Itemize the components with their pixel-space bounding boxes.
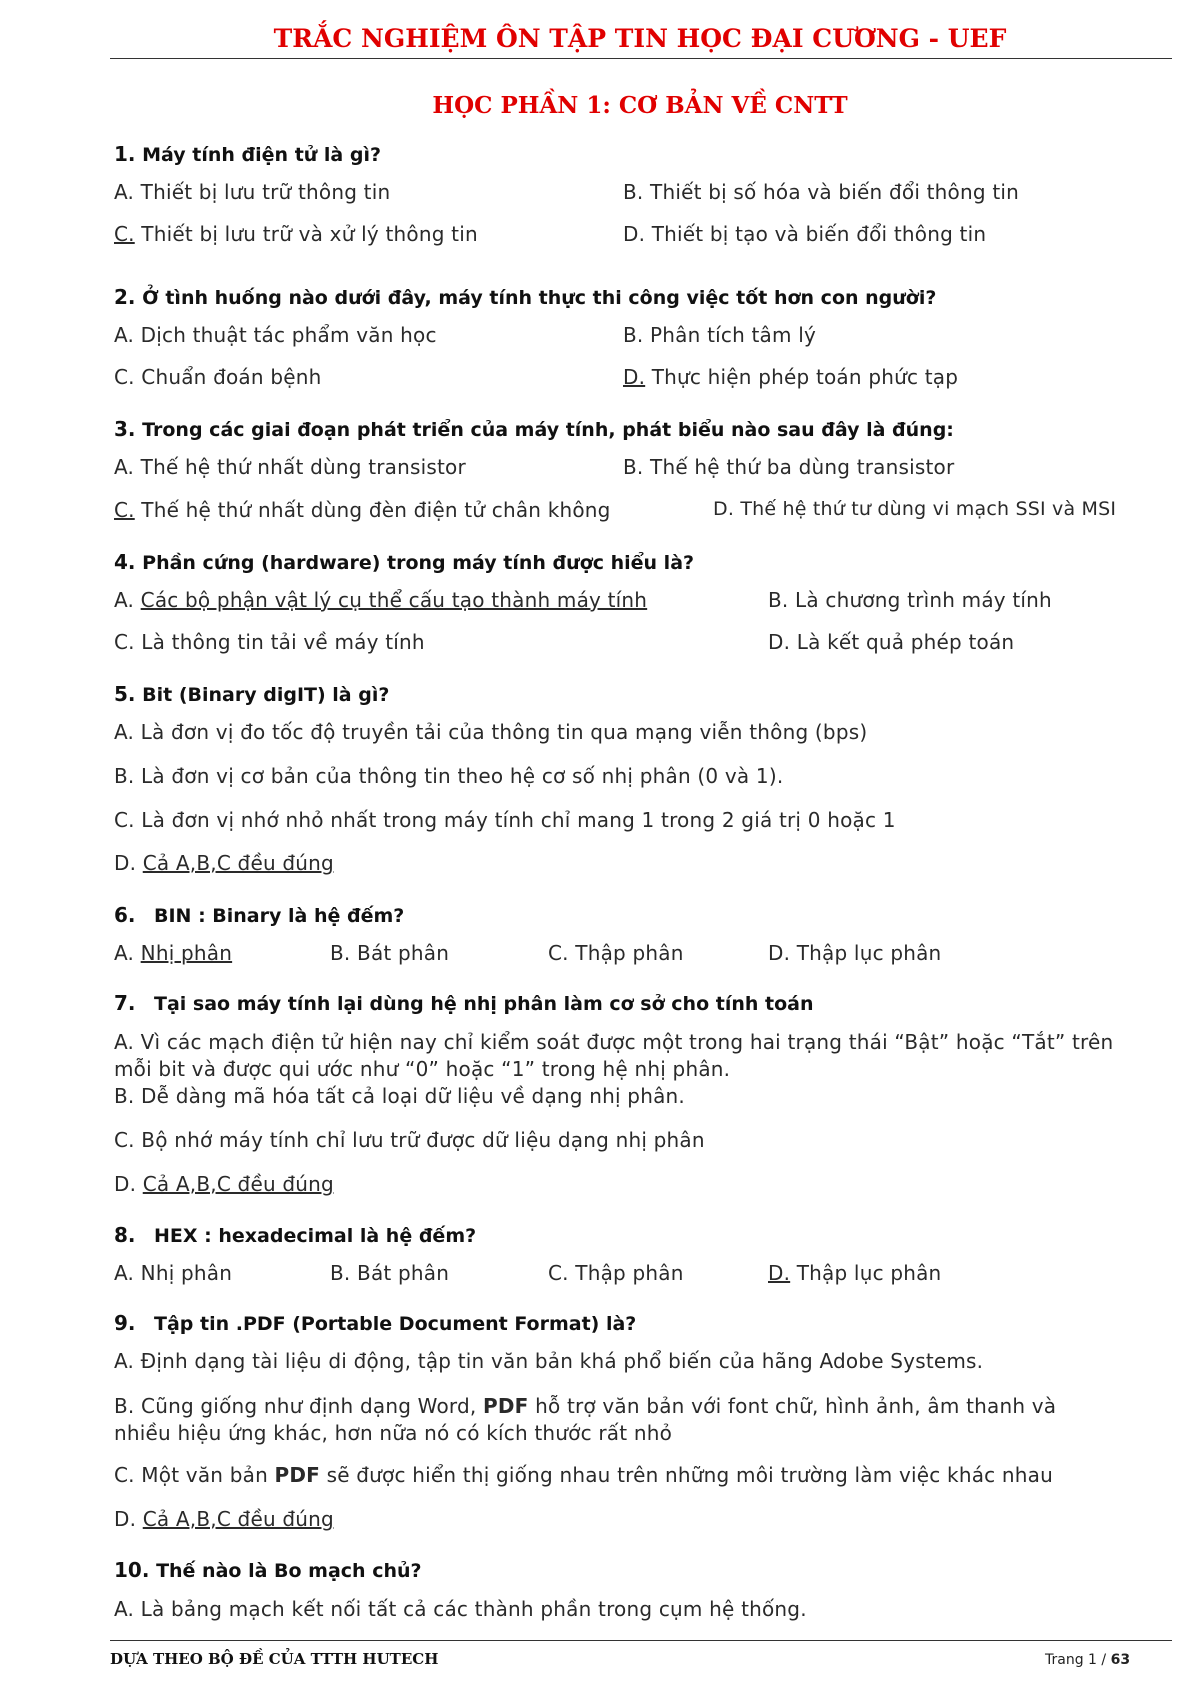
q1-option-a: A. Thiết bị lưu trữ thông tin (114, 180, 391, 204)
question-7: 7. Tại sao máy tính lại dùng hệ nhị phân làm cơ sở cho tính toán (114, 991, 814, 1015)
q2-option-d: D. Thực hiện phép toán phức tạp (623, 365, 959, 389)
q4-option-d: D. Là kết quả phép toán (768, 630, 1015, 654)
question-6: 6. BIN : Binary là hệ đếm? (114, 903, 405, 927)
q8-option-b: B. Bát phân (330, 1261, 450, 1285)
q4-option-c: C. Là thông tin tải về máy tính (114, 630, 425, 654)
q6-option-d: D. Thập lục phân (768, 941, 942, 965)
q5-option-a: A. Là đơn vị đo tốc độ truyền tải của thông tin qua mạng viễn thông (bps) (114, 720, 868, 744)
q3-option-d: D. Thế hệ thứ tư dùng vi mạch SSI và MSI (713, 498, 1117, 520)
q2-option-b: B. Phân tích tâm lý (623, 323, 817, 347)
q3-option-c: C. Thế hệ thứ nhất dùng đèn điện tử chân không (114, 498, 611, 522)
q8-option-d: D. Thập lục phân (768, 1261, 942, 1285)
q7-option-b: B. Dễ dàng mã hóa tất cả loại dữ liệu về dạng nhị phân. (114, 1084, 685, 1108)
question-4: 4. Phần cứng (hardware) trong máy tính được hiểu là? (114, 550, 695, 574)
q6-option-c: C. Thập phân (548, 941, 684, 965)
footer-divider (110, 1640, 1172, 1641)
q8-option-c: C. Thập phân (548, 1261, 684, 1285)
q7-option-d: D. Cả A,B,C đều đúng (114, 1172, 334, 1196)
section-title: HỌC PHẦN 1: CƠ BẢN VỀ CNTT (432, 92, 848, 119)
q5-option-d: D. Cả A,B,C đều đúng (114, 851, 334, 875)
q1-option-b: B. Thiết bị số hóa và biến đổi thông tin (623, 180, 1019, 204)
q9-option-a: A. Định dạng tài liệu di động, tập tin văn bản khá phổ biến của hãng Adobe Systems. (114, 1349, 984, 1373)
document-title: TRẮC NGHIỆM ÔN TẬP TIN HỌC ĐẠI CƯƠNG - UEF (273, 24, 1007, 53)
q5-option-b: B. Là đơn vị cơ bản của thông tin theo hệ cơ số nhị phân (0 và 1). (114, 764, 784, 788)
q7-option-c: C. Bộ nhớ máy tính chỉ lưu trữ được dữ liệu dạng nhị phân (114, 1128, 705, 1152)
question-8: 8. HEX : hexadecimal là hệ đếm? (114, 1223, 477, 1247)
q9-option-d: D. Cả A,B,C đều đúng (114, 1507, 334, 1531)
q5-option-c: C. Là đơn vị nhớ nhỏ nhất trong máy tính chỉ mang 1 trong 2 giá trị 0 hoặc 1 (114, 808, 896, 832)
q4-option-a: A. Các bộ phận vật lý cụ thể cấu tạo thành máy tính (114, 588, 648, 612)
q9-option-b: B. Cũng giống như định dạng Word, PDF hỗ trợ văn bản với font chữ, hình ảnh, âm thanh và nhiều hiệu ứng khác, hơn nữa nó có kích thước rất nhỏ (114, 1394, 1057, 1445)
q8-option-a: A. Nhị phân (114, 1261, 233, 1285)
question-3: 3. Trong các giai đoạn phát triển của máy tính, phát biểu nào sau đây là đúng: (114, 417, 954, 441)
q6-option-b: B. Bát phân (330, 941, 450, 965)
q1-option-d: D. Thiết bị tạo và biến đổi thông tin (623, 222, 987, 246)
q1-option-c: C. Thiết bị lưu trữ và xử lý thông tin (114, 222, 478, 246)
question-1: 1. Máy tính điện tử là gì? (114, 142, 381, 166)
page-number: Trang 1 / 63 (1045, 1652, 1131, 1668)
q4-option-b: B. Là chương trình máy tính (768, 588, 1052, 612)
q2-option-a: A. Dịch thuật tác phẩm văn học (114, 323, 437, 347)
q9-option-c: C. Một văn bản PDF sẽ được hiển thị giống nhau trên những môi trường làm việc khác nhau (114, 1463, 1054, 1487)
header-divider (110, 58, 1172, 59)
q3-option-a: A. Thế hệ thứ nhất dùng transistor (114, 455, 466, 479)
question-2: 2. Ở tình huống nào dưới đây, máy tính thực thi công việc tốt hơn con người? (114, 285, 937, 309)
question-10: 10. Thế nào là Bo mạch chủ? (114, 1558, 422, 1582)
q6-option-a: A. Nhị phân (114, 941, 233, 965)
q10-option-a: A. Là bảng mạch kết nối tất cả các thành phần trong cụm hệ thống. (114, 1597, 807, 1621)
footer-source: DỰA THEO BỘ ĐỀ CỦA TTTH HUTECH (110, 1650, 439, 1668)
q3-option-b: B. Thế hệ thứ ba dùng transistor (623, 455, 955, 479)
q7-option-a: A. Vì các mạch điện tử hiện nay chỉ kiểm soát được một trong hai trạng thái “Bật” hoặc “Tắt” trên mỗi bit và được qui ước như “0” hoặc “1” trong hệ nhị phân. (114, 1030, 1114, 1081)
question-5: 5. Bit (Binary digIT) là gì? (114, 682, 390, 706)
q2-option-c: C. Chuẩn đoán bệnh (114, 365, 322, 389)
question-9: 9. Tập tin .PDF (Portable Document Format) là? (114, 1311, 637, 1335)
